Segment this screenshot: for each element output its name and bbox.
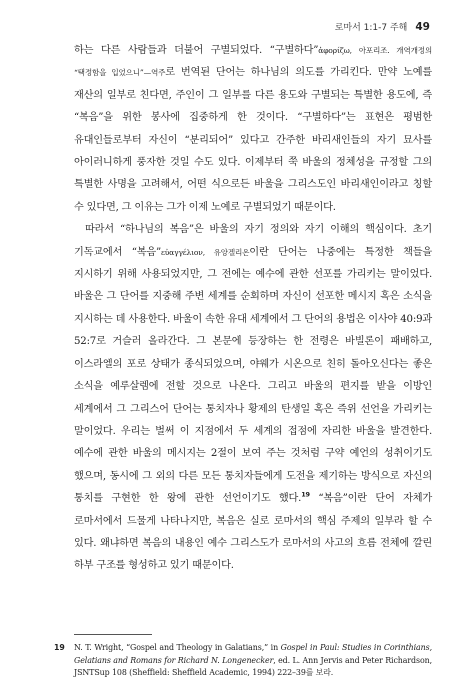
running-header (335, 20, 430, 33)
greek-term-note: εὐαγγέλιον, 유앙겔리온 (161, 247, 250, 257)
paragraph-2 (74, 219, 432, 578)
footnote-divider (74, 634, 152, 635)
footnote-number: 19 (54, 643, 65, 652)
paragraph-1 (74, 40, 432, 219)
paragraph-1-text-a: 하는 다른 사람들과 더불어 구별되었다. “구별하다” (74, 45, 319, 56)
paragraph-2-text-b: 이란 단어는 나중에는 특정한 책들을 지시하기 위해 사용되었지만, 그 전에는 예수에 관한 선포를 가리키는 말이었다. 바울은 그 단어를 지중해 주변 세계를 순회하며 자신이 선포한 메시지 혹은 소식을 지시하는 데 사용한다. 바울이 속한 유대 세계에서 그 단어의 용법은 이사야 40:9과 52:7로 거슬러 올라간다. 그 본문에 등장하는 한 전령은 바빌론이 패배하고, 이스라엘의 포로 상태가 종식되었으며, 야웨가 시온으로 친히 돌아오신다는 좋은 소식을 예루살렘에 전할 것으로 나온다. 그리고 바울의 편지를 받을 이방인 세계에서 그 그리스어 단어는 통치자나 황제의 탄생일 혹은 즉위 선언을 가리키는 말이었다. 우리는 벌써 이 지점에서 두 세계의 접점에 자리한 바울을 발견한다. 예수에 관한 바울의 메시지는 2절이 보여 주는 것처럼 구약 예언의 성취이기도 했으며, 동시에 그 외의 다른 모든 통치자들에게 도전을 제기하는 방식으로 자신의 통치를 구현한 한 왕에 관한 선언이기도 했다. (74, 246, 432, 505)
running-title: 로마서 1:1-7 주해 (334, 23, 408, 33)
paragraph-2-text-c: “복음”이란 단어 자체가 로마서에서 드물게 나타나지만, 복음은 실로 로마서의 핵심 주제의 일부라 할 수 있다. 왜냐하면 복음의 내용인 예수 그리스도가 로마서의 사고의 흐름 전체에 깔린 하부 구조를 형성하고 있기 때문이다. (74, 493, 432, 572)
greek-term-note: ἀφορίζω, 아포리조. 개역개정의 “택정함을 입었으니”—역주 (74, 46, 432, 78)
body-text (74, 40, 432, 578)
footnote-text-c: , ed. L. Ann Jervis and Peter Richardson, JSNTSup 108 (Sheffield: Sheffield Academic, 1994) 222–39를 보라. (74, 655, 432, 678)
paragraph-2-text-a: 따라서 “하나님의 복음”은 바울의 자기 정의와 자기 이해의 핵심이다. 초기 기독교에서 “복음” (74, 224, 432, 258)
footnote-reference[interactable]: 19 (301, 490, 310, 499)
footnote-text-a: N. T. Wright, “Gospel and Theology in Galatians,” in (74, 643, 281, 652)
footnote (54, 642, 432, 680)
footnote-book-title: Gospel in Paul: Studies in Corinthians, Gelatians and Romans for Richard N. Longenecker (74, 643, 432, 665)
page-number: 49 (415, 21, 430, 33)
paragraph-1-text-b: 로 번역된 단어는 하나님의 의도를 가리킨다. 만약 노예를 재산의 일부로 친다면, 주인이 그 일부를 다른 용도와 구별되는 특별한 용도에, 즉 “복음”을 위한 봉사에 집중하게 한 것이다. “구별하다”는 표현은 평범한 유대인들로부터 자신이 “분리되어” 있다고 간주한 바리새인들의 자기 묘사를 아이러니하게 풍자한 것일 수도 있다. 이제부터 쭉 바울의 정체성을 규정할 그의 특별한 사명을 고려해서, 어떤 식으로든 바울을 그리스도인 바리새인이라고 칭할 수 있다면, 그 이유는 그가 이제 노예로 구별되었기 때문이다. (74, 67, 432, 213)
